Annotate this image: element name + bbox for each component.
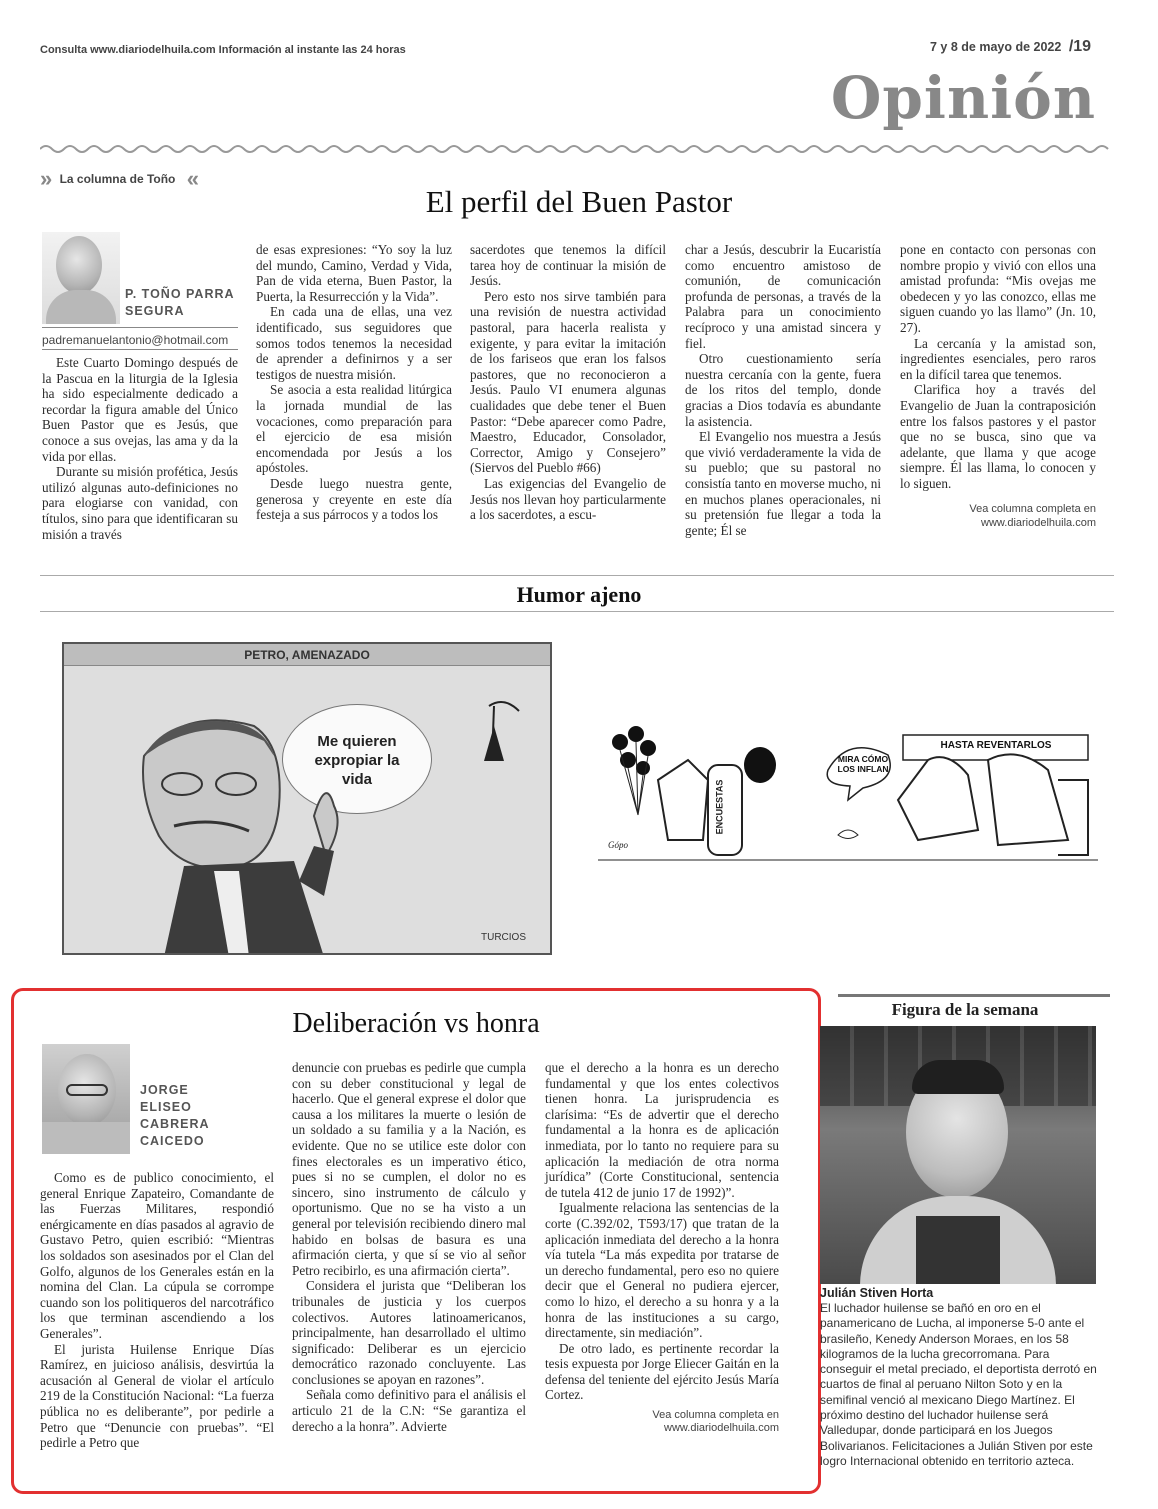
kicker-text: La columna de Toño	[59, 172, 176, 186]
paragraph: El Evangelio nos muestra a Jesús que vivió verdaderamente la vida de su pueblo; que su pastoral no consistía tanto en moverse mucho, ni en muchos planes operacionales, ni su pretensión fue llegar a toda la gente; Él se	[685, 429, 881, 538]
paragraph: Clarifica hoy a través del Evangelio de Juan la contraposición entre los falsos pastores y el pastor que no se busca, sino que va adelante, que llama y que acoge siempre. Él las llama, lo conocen y lo siguen.	[900, 382, 1096, 491]
paragraph: que el derecho a la honra es un derecho fundamental y que los entes colectivos tienen honra. La jurisprudencia es clarísima: “Es de advertir que el derecho fundamental a la honra es de aplicación inmediata, por lo tanto no requiere para su aplicación la mediación de otra norma jurídica” (Corte Constitucional, sentencia de tutela 412 de junio 17 de 1992)”.	[545, 1060, 779, 1200]
caricature-drawing	[64, 666, 552, 955]
article-column	[42, 355, 238, 542]
author-line: CABRERA	[140, 1117, 210, 1131]
paragraph: De otro lado, es pertinente recordar la tesis expuesta por Jorge Eliecer Gaitán en la defensa del teniente del ejército Jesús María Cortez.	[545, 1340, 779, 1403]
article-column	[685, 242, 881, 538]
paragraph: Considera el jurista que “Deliberan los tribunales de justicia y los cuerpos colectivos. Autores latinoamericanos, principalmente, han desarrollado el ultimo significado: Deliberar es un ejercicio democrático razonado concluyente. Las conclusiones se apoyan en razones”.	[292, 1278, 526, 1387]
author-name	[125, 286, 235, 320]
figura-title: Figura de la semana	[891, 1000, 1039, 1019]
author-line: ELISEO	[140, 1100, 192, 1114]
tank-label: ENCUESTAS	[714, 779, 725, 835]
paragraph: Se asocia a esta realidad litúrgica la jornada mundial de las vocaciones, como preparación para el ejercicio de esa misión encomendada por Jesús a los apóstoles.	[256, 382, 452, 476]
paragraph: Señala como definitivo para el análisis el articulo 21 de la C.N: “Se garantiza el derecho a la honra”. Advierte	[292, 1387, 526, 1434]
paragraph: char a Jesús, descubrir la Eucaristía como encuentro amistoso de comunión, de comunicación profunda de personas, a través de la Palabra para un conocimiento recíproco y una amistad sincera y fiel.	[685, 242, 881, 351]
paragraph: denuncie con pruebas es pedirle que cumpla con su deber constitucional y legal de hacerlo. Que el general exprese el dolor que causa a los militares la muerte o lesión de un soldado a su familia y a la Nación, es evidente. Que no se utilice este dolor con fines electorales es un imperativo ético, pues si no se cumplen, el dolor no es sincero, sino instrumento de cálculo y oportunismo. Que no se ha visto a un general por televisión recibiendo dinero mal habido en bolsas de basura es una afirmación cierta, y que sí se vio al señor Petro recibirlo, es una afirmación cierta”.	[292, 1060, 526, 1278]
author-name	[140, 1082, 210, 1150]
cartoon-signature: Gópo	[608, 840, 628, 850]
paragraph: En cada una de ellas, una vez identificado, sus seguidores que somos todos tenemos la necesidad de aprender a definirnos y a ser testigos de nuestra misión.	[256, 304, 452, 382]
author-photo	[42, 232, 120, 324]
section-rule	[40, 611, 1114, 612]
cartoon-encuestas	[598, 720, 1098, 865]
section-rule	[40, 575, 1114, 576]
article-column	[545, 1060, 779, 1435]
author-email: padremanuelantonio@hotmail.com	[42, 333, 229, 347]
paragraph: Igualmente relaciona las sentencias de la corte (C.392/02, T593/17) que tratan de la aplicación inmediata del derecho a la honra vía tutela “La más expedita por tratarse de un derecho fundamental, pero eso no quiere decir que el General no pudiera ejercer, como lo hizo, el derecho a su honra y a la honra de las instituciones a su cargo, directamente, sin mediación”.	[545, 1200, 779, 1341]
paragraph: El jurista Huilense Enrique Días Ramírez, en juicioso análisis, desvirtúa la acusación al General de violar el artículo 219 de la Constitución Nacional: “La fuerza pública no es deliberante”, por pedirle a Petro que “Denuncie con pruebas”. “El pedirle a Petro que	[40, 1341, 274, 1451]
article-column	[900, 242, 1096, 530]
author-line: SEGURA	[125, 304, 185, 318]
author-rule	[42, 327, 238, 328]
author-line: P. TOÑO PARRA	[125, 287, 235, 301]
article-column	[470, 242, 666, 523]
author-line: CAICEDO	[140, 1134, 205, 1148]
cartoon-petro	[62, 642, 552, 955]
speech-bubble-text: HASTA REVENTARLOS	[940, 740, 1052, 751]
athlete-name: Julián Stiven Horta	[820, 1286, 934, 1300]
author-line: JORGE	[140, 1083, 189, 1097]
chevron-left-icon: «	[186, 166, 195, 191]
speech-bubble-text: MIRA CÓMO LOS INFLAN	[837, 754, 889, 774]
chevron-right-icon: »	[40, 166, 49, 191]
more-link[interactable]: Vea columna completa en www.diariodelhuila.com	[652, 1409, 779, 1435]
paragraph: Durante su misión profética, Jesús utilizó algunas auto-definiciones no para elogiarse con vanidad, con títulos, sino para que identificaran su misión a través	[42, 464, 238, 542]
paragraph: Pero esto nos sirve también para una revisión de nuestra actividad pastoral, para hacerla realista y exigente, y para evitar la imitación de los fariseos que eran los falsos pastores, que no reconocieron a Jesús. Paulo VI enumera algunas cualidades que debe tener el Buen Pastor: “Debe aparecer como Padre, Maestro, Educador, Consolador, Corrector, Amigo y Consejero” (Siervos del Pueblo #66)	[470, 288, 666, 476]
author-rule	[42, 349, 238, 350]
sidebar-divider	[838, 994, 1110, 997]
date: 7 y 8 de mayo de 2022	[930, 40, 1062, 54]
article-column	[256, 242, 452, 523]
page-number: /19	[1068, 38, 1092, 55]
humor-title: Humor ajeno	[516, 582, 642, 607]
headline: Deliberación vs honra	[292, 1008, 540, 1039]
paragraph: Este Cuarto Domingo después de la Pascua en la liturgia de la Iglesia ha sido especialmente dedicado a recordar la figura amable del Único Buen Pastor que es Jesús, que conoce a sus ovejas, las ama y da la vida por ellas.	[42, 355, 238, 464]
more-link[interactable]: Vea columna completa en www.diariodelhuila.com	[969, 502, 1096, 529]
paragraph: La cercanía y la amistad son, ingredientes esenciales, pero raros en la difícil tarea que tenemos.	[900, 335, 1096, 382]
paragraph: Las exigencias del Evangelio de Jesús nos llevan hoy particularmente a los sacerdotes, a escu-	[470, 475, 666, 523]
section-title: Opinión	[830, 64, 1096, 132]
top-line: Consulta www.diariodelhuila.com Información al instante las 24 horas	[40, 44, 406, 56]
article-column	[40, 1170, 274, 1451]
athlete-text: El luchador huilense se bañó en oro en el panamericano de Lucha, al imponerse 5-0 ante el brasileño, Kenedy Anderson Moraes, en los 58 kilogramos de la lucha grecorromana. Para conseguir el metal preciado, el deportista derrotó en cuartos de final al peruano Nilton Soto y en la semifinal venció al mexicano Diego Martínez. El próximo destino del luchador huilense será Valledupar, donde participará en los Juegos Bolivarianos. Felicitaciones a Julián Stiven por este logro Internacional obtenido en territorio azteca.	[820, 1301, 1097, 1468]
wavy-divider	[40, 142, 1112, 154]
paragraph: Otro cuestionamiento sería nuestra cercanía con la gente, fuera de los ritos del templo, donde gracias a Dios todavía es abundante la asistencia.	[685, 351, 881, 429]
headline: El perfil del Buen Pastor	[425, 184, 733, 219]
cartoon-signature: TURCIOS	[481, 932, 526, 943]
athlete-photo	[820, 1026, 1096, 1284]
date-line	[930, 38, 1091, 56]
paragraph: Como es de publico conocimiento, el general Enrique Zapateiro, Comandante de las Fuerzas Militares, respondió enérgicamente en días pasados al agravio de Gustavo Petro, quien escribió: “Mientras los soldados son asesinados por el Clan del Golfo, algunos de los Generales están en la nomina del Clan. La cúpula se corrompe cuando son los politiqueros del narcotráfico los que terminan ascendiendo a los Generales”.	[40, 1170, 274, 1341]
paragraph: Desde luego nuestra gente, generosa y creyente en este día festeja a sus párrocos y a todos los	[256, 475, 452, 523]
paragraph: pone en contacto con personas con nombre propio y vivió con ellos una amistad profunda: “Mis ovejas me obedecen y yo las conozco, ellas me siguen cuando yo las llamo” (Jn. 10, 27).	[900, 242, 1096, 335]
speech-bubble-text: Me quieren expropiar la vida	[314, 733, 400, 788]
author-photo	[42, 1044, 130, 1154]
cartoon-caption: PETRO, AMENAZADO	[64, 644, 550, 666]
article-column	[292, 1060, 526, 1434]
paragraph: de esas expresiones: “Yo soy la luz del mundo, Camino, Verdad y Vida, Pan de vida eterna, Buen Pastor, la Puerta, la Resurrección y la Vida”.	[256, 242, 452, 304]
paragraph: sacerdotes que tenemos la difícil tarea hoy de continuar la misión de Jesús.	[470, 242, 666, 289]
